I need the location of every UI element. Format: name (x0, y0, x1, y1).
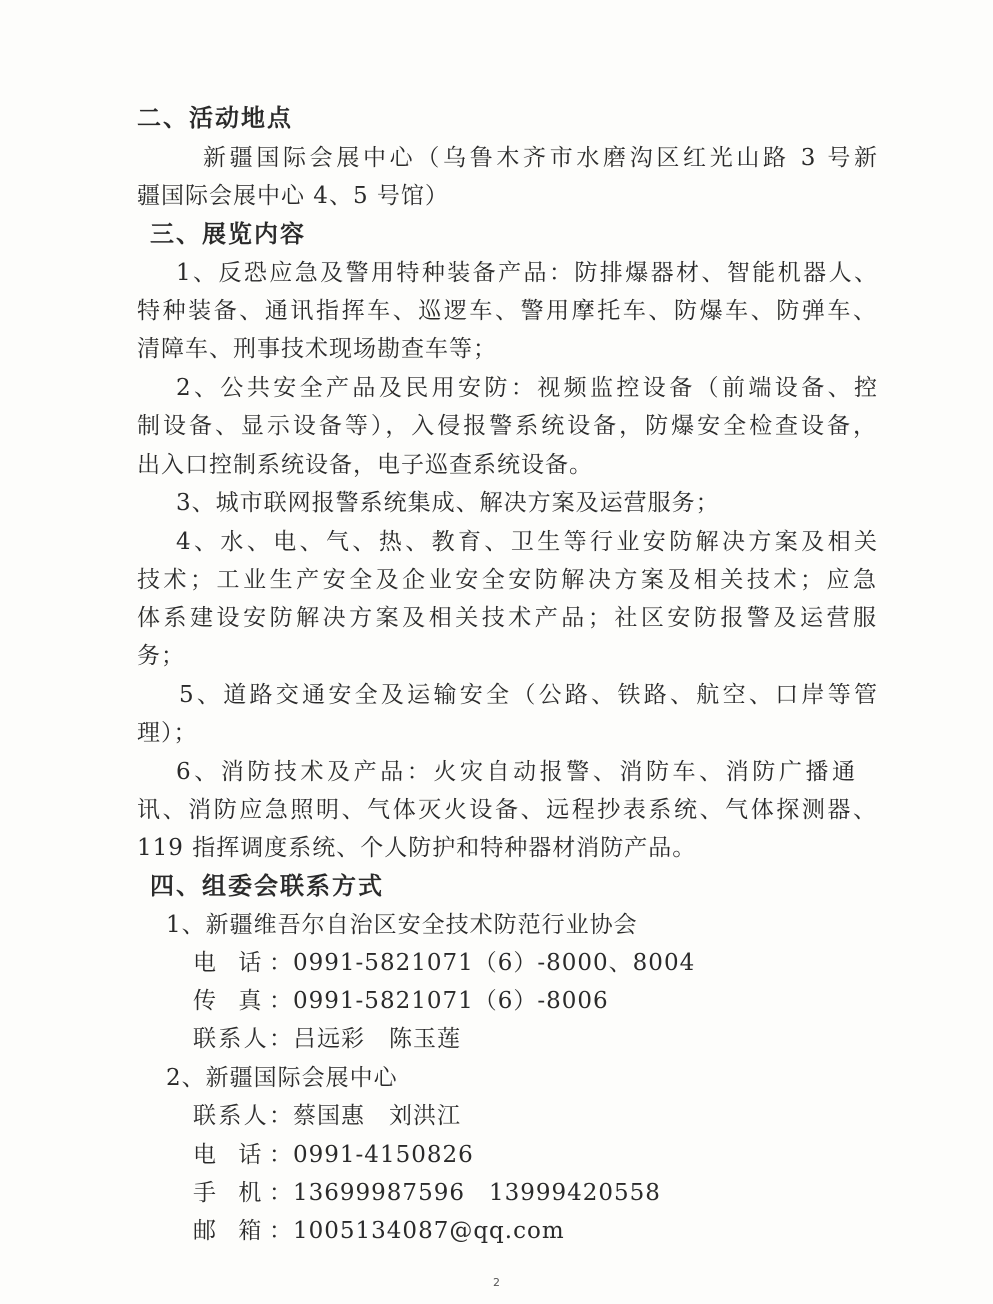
contact-row-phone (193, 1140, 474, 1170)
contact-row-person (193, 1101, 461, 1131)
paragraph-line: 1、反恐应急及警用特种装备产品：防排爆器材、智能机器人、 (176, 260, 878, 286)
paragraph-line: 出入口控制系统设备，电子巡查系统设备。 (137, 452, 593, 478)
contact-value: 蔡国惠 刘洪江 (293, 1103, 461, 1129)
paragraph-line: 疆国际会展中心 4、5 号馆） (137, 183, 449, 209)
org-name-expo-center: 2、新疆国际会展中心 (166, 1065, 398, 1091)
contact-label: 联系人： (193, 1103, 293, 1129)
paragraph-line: 体系建设安防解决方案及相关技术产品；社区安防报警及运营服 (137, 605, 877, 631)
section-heading-exhibits: 三、展览内容 (150, 220, 306, 248)
phone-value: 0991-4150826 (293, 1142, 474, 1168)
paragraph-line: 6、消防技术及产品：火灾自动报警、消防车、消防广播通 (176, 759, 856, 785)
paragraph-line: 3、城市联网报警系统集成、解决方案及运营服务； (176, 490, 720, 516)
paragraph-line: 119 指挥调度系统、个人防护和特种器材消防产品。 (137, 835, 697, 861)
paragraph-line: 务； (137, 643, 185, 669)
phone-value: 0991-5821071（6）-8000、8004 (293, 950, 696, 976)
contact-row-fax (193, 986, 609, 1016)
email-label: 邮 箱： (193, 1218, 293, 1244)
mobile-value: 13699987596 13999420558 (293, 1180, 661, 1206)
paragraph-line: 新疆国际会展中心（乌鲁木齐市水磨沟区红光山路 3 号新 (203, 145, 878, 171)
fax-value: 0991-5821071（6）-8006 (293, 988, 609, 1014)
paragraph-line: 4、水、电、气、热、教育、卫生等行业安防解决方案及相关 (176, 529, 878, 555)
paragraph-line: 2、公共安全产品及民用安防：视频监控设备（前端设备、控 (176, 375, 878, 401)
paragraph-line: 讯、消防应急照明、气体灭火设备、远程抄表系统、气体探测器、 (137, 797, 877, 823)
email-value: 1005134087@qq.com (293, 1218, 565, 1244)
paragraph-line: 5、道路交通安全及运输安全（公路、铁路、航空、口岸等管 (179, 682, 878, 708)
mobile-label: 手 机： (193, 1180, 293, 1206)
contact-row-email (193, 1216, 565, 1246)
contact-label: 联系人： (193, 1026, 293, 1052)
contact-row-mobile (193, 1178, 661, 1208)
contact-row-person (193, 1024, 461, 1054)
fax-label: 传 真： (193, 988, 293, 1014)
paragraph-line: 制设备、显示设备等），入侵报警系统设备，防爆安全检查设备， (137, 413, 877, 439)
phone-label: 电 话： (193, 950, 293, 976)
paragraph-line: 理）； (137, 720, 198, 746)
contact-row-phone (193, 948, 695, 978)
paragraph-line: 清障车、刑事技术现场勘查车等； (137, 336, 497, 362)
paragraph-line: 特种装备、通讯指挥车、巡逻车、警用摩托车、防爆车、防弹车、 (137, 298, 877, 324)
page-number: 2 (493, 1276, 500, 1289)
section-heading-location: 二、活动地点 (137, 104, 293, 132)
section-heading-contacts: 四、组委会联系方式 (150, 872, 384, 900)
contact-value: 吕远彩 陈玉莲 (293, 1026, 461, 1052)
paragraph-line: 技术；工业生产安全及企业安全安防解决方案及相关技术；应急 (137, 567, 877, 593)
org-name-security-association: 1、新疆维吾尔自治区安全技术防范行业协会 (166, 912, 638, 938)
phone-label: 电 话： (193, 1142, 293, 1168)
